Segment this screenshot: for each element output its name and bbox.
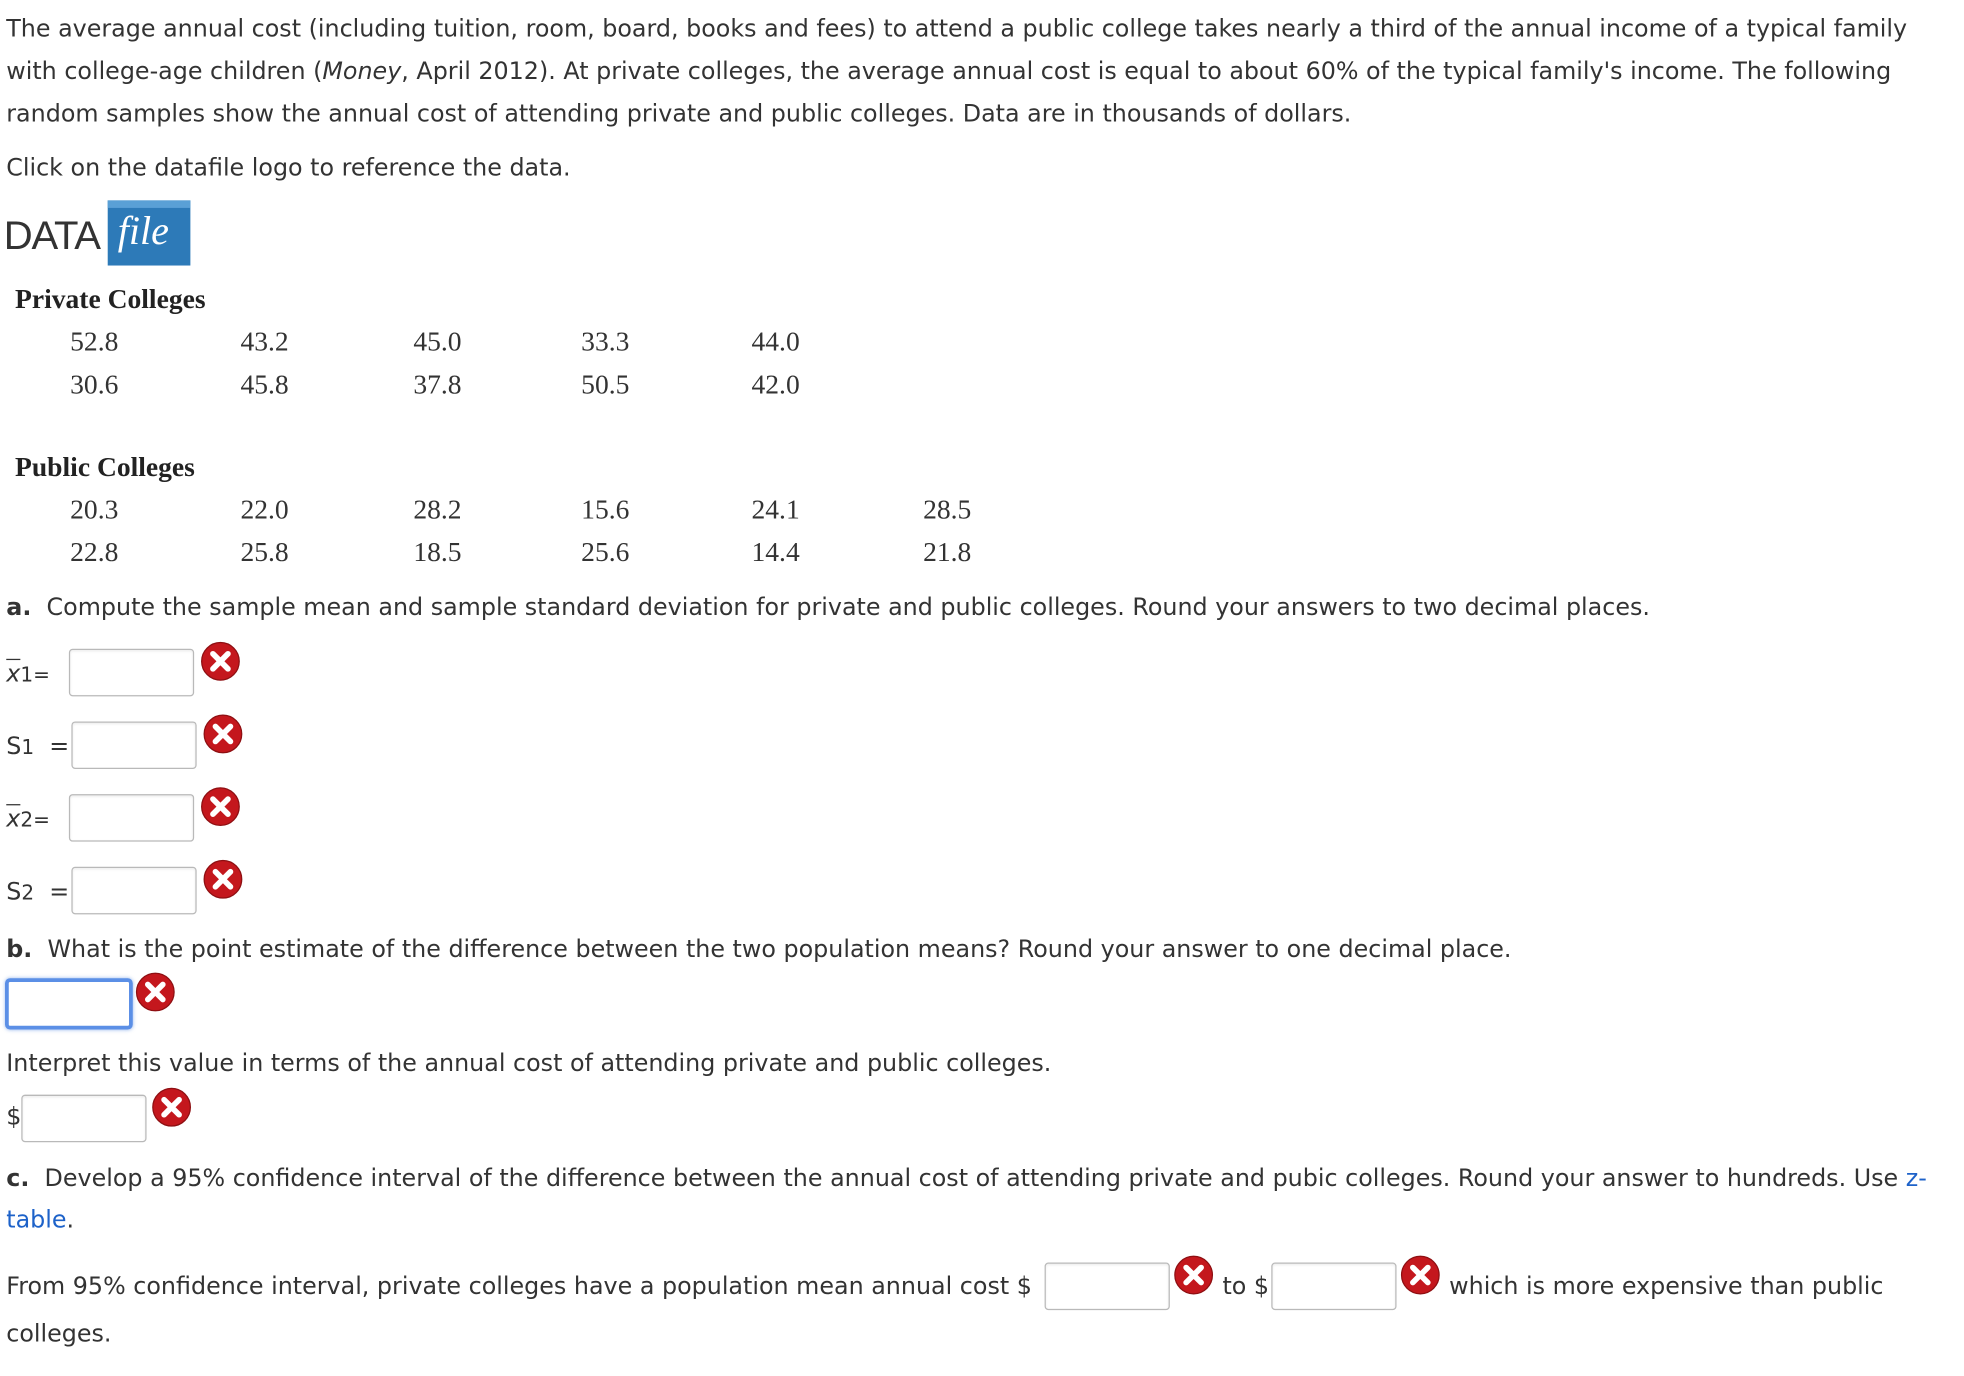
private-value: 45.8 — [240, 368, 289, 400]
incorrect-icon — [152, 1087, 192, 1127]
ci-sentence-colleges: colleges. — [6, 1320, 112, 1348]
intro-line-2: with college-age children (Money, April 2012). At private colleges, the average annual cost is equal to about 60% of the typical family's income. The following — [6, 57, 1892, 86]
public-value: 22.8 — [70, 536, 119, 568]
x1-bar-label: $\overline{x}1=$ — [6, 660, 50, 688]
datafile-logo-data-text: DATA — [3, 212, 100, 259]
datafile-folder-icon — [108, 200, 191, 265]
datafile-logo[interactable] — [4, 200, 194, 268]
ci-sentence-end: which is more expensive than public — [1449, 1272, 1884, 1301]
x1-mean-input[interactable] — [69, 649, 194, 697]
public-value: 25.8 — [240, 536, 289, 568]
click-note: Click on the datafile logo to reference the data. — [6, 154, 571, 182]
public-value: 15.6 — [581, 493, 630, 525]
part-c-question: c. Develop a 95% confidence interval of the difference between the annual cost of attending private and pubic colleges. Round your answer to hundreds. Use z- — [6, 1164, 1927, 1193]
part-a-question: a. Compute the sample mean and sample standard deviation for private and public colleges. Round your answers to two decimal places. — [6, 593, 1650, 622]
s1-label: S1 = — [6, 732, 70, 761]
ci-upper-input[interactable] — [1271, 1263, 1396, 1311]
x2-bar-label: $\overline{x}2=$ — [6, 805, 50, 833]
private-value: 45.0 — [413, 325, 462, 357]
ci-sentence-start: From 95% confidence interval, private colleges have a population mean annual cost $ — [6, 1272, 1032, 1301]
private-value: 50.5 — [581, 368, 630, 400]
incorrect-icon — [203, 714, 243, 754]
datafile-logo-file-text: file — [117, 207, 169, 254]
part-c-question-cont: table. — [6, 1206, 75, 1234]
private-value: 42.0 — [751, 368, 800, 400]
public-value: 25.6 — [581, 536, 630, 568]
x2-mean-input[interactable] — [69, 794, 194, 842]
public-value: 14.4 — [751, 536, 800, 568]
s2-label: S2 = — [6, 878, 70, 906]
public-value: 24.1 — [751, 493, 800, 525]
z-table-link[interactable]: z- — [1905, 1164, 1927, 1193]
incorrect-icon — [200, 787, 240, 827]
public-value: 20.3 — [70, 493, 119, 525]
intro-line-3: random samples show the annual cost of attending private and public colleges. Data are in thousands of dollars. — [6, 100, 1352, 128]
incorrect-icon — [200, 641, 240, 681]
interpret-dollar-input[interactable] — [21, 1095, 146, 1143]
source-italic: Money — [322, 57, 402, 86]
part-b-question: b. What is the point estimate of the difference between the two population means? Round your answer to one decimal place. — [6, 935, 1512, 964]
incorrect-icon — [135, 972, 175, 1012]
private-value: 52.8 — [70, 325, 119, 357]
ci-to-label: to $ — [1222, 1272, 1270, 1301]
private-colleges-title: Private Colleges — [15, 283, 206, 315]
z-table-link-cont[interactable]: table — [6, 1206, 67, 1234]
interpret-prompt: Interpret this value in terms of the annual cost of attending private and public colleges. — [6, 1049, 1052, 1078]
dollar-sign: $ — [6, 1103, 22, 1132]
intro-line-1: The average annual cost (including tuition, room, board, books and fees) to attend a public college takes nearly a third of the annual income of a typical family — [6, 15, 1908, 43]
private-value: 37.8 — [413, 368, 462, 400]
point-estimate-input[interactable] — [5, 978, 133, 1029]
public-value: 21.8 — [923, 536, 972, 568]
ci-lower-input[interactable] — [1045, 1263, 1170, 1311]
private-value: 43.2 — [240, 325, 289, 357]
private-value: 30.6 — [70, 368, 119, 400]
public-value: 22.0 — [240, 493, 289, 525]
public-value: 18.5 — [413, 536, 462, 568]
incorrect-icon — [203, 859, 243, 899]
public-value: 28.5 — [923, 493, 972, 525]
private-value: 44.0 — [751, 325, 800, 357]
s1-stdev-input[interactable] — [71, 721, 196, 769]
s2-stdev-input[interactable] — [71, 867, 196, 915]
private-value: 33.3 — [581, 325, 630, 357]
public-colleges-title: Public Colleges — [15, 450, 195, 483]
incorrect-icon — [1174, 1255, 1214, 1295]
public-value: 28.2 — [413, 493, 462, 525]
incorrect-icon — [1400, 1255, 1440, 1295]
